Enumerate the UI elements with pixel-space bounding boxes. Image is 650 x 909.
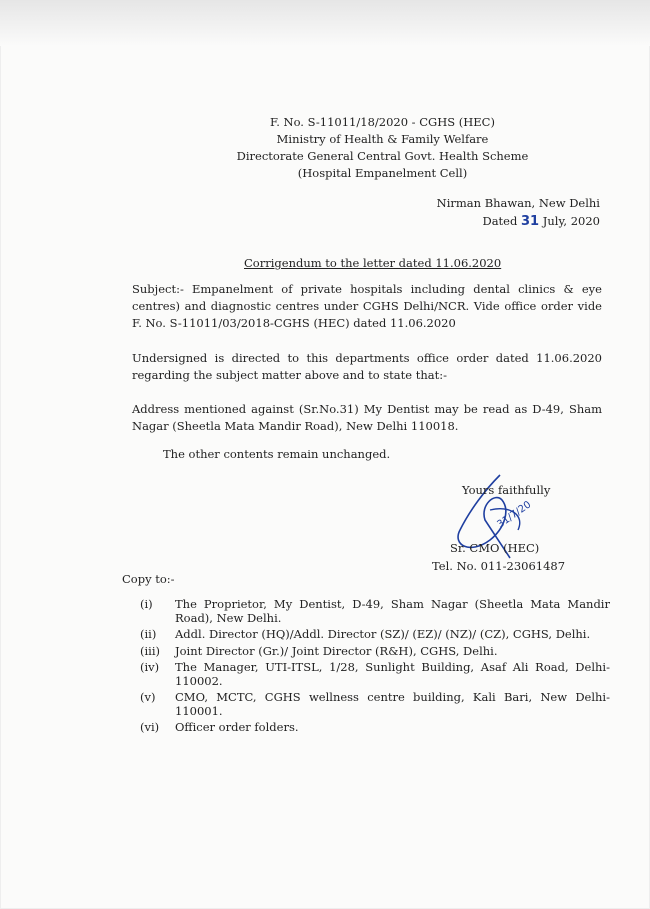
list-item xyxy=(140,721,610,735)
signature-block xyxy=(432,477,607,577)
list-item xyxy=(140,661,610,688)
list-item xyxy=(140,598,610,625)
item-number: (iii) xyxy=(140,643,161,658)
file-number: F. No. S-11011/18/2020 - CGHS (HEC) xyxy=(270,115,495,129)
telephone: Tel. No. 011-23061487 xyxy=(432,559,566,573)
dateline xyxy=(380,194,600,231)
place: Nirman Bhawan, New Delhi xyxy=(436,196,600,210)
month-year: July, 2020 xyxy=(542,214,600,228)
dated-prefix: Dated xyxy=(482,214,518,228)
item-text: Officer order folders. xyxy=(175,720,299,734)
list-item xyxy=(140,645,610,659)
item-text: The Manager, UTI-ITSL, 1/28, Sunlight Building, Asaf Ali Road, Delhi-110002. xyxy=(175,660,610,688)
designation: Sr. CMO (HEC) xyxy=(450,541,540,555)
closing: Yours faithfully xyxy=(462,483,551,497)
subject-paragraph: Subject:- Empanelment of private hospitals including dental clinics & eye centres) and diagnostic centres under CGHS Delhi/NCR. Vide office order vide F. No. S-11011/03/2018-CGHS (HEC) dated 11.06.2020 xyxy=(132,282,602,330)
date-line xyxy=(380,212,600,231)
directed-paragraph: Undersigned is directed to this departments office order dated 11.06.2020 regarding the subject matter above and to state that:- xyxy=(132,351,602,382)
copy-to-list xyxy=(140,598,610,738)
other-contents-paragraph: The other contents remain unchanged. xyxy=(163,447,391,461)
item-text: The Proprietor, My Dentist, D-49, Sham Nagar (Sheetla Mata Mandir Road), New Delhi. xyxy=(175,597,610,625)
item-text: CMO, MCTC, CGHS wellness centre building, Kali Bari, New Delhi-110001. xyxy=(175,690,610,718)
item-number: (ii) xyxy=(140,627,157,641)
signature-date: 31/7/20 xyxy=(495,499,534,531)
address-paragraph: Address mentioned against (Sr.No.31) My Dentist may be read as D-49, Sham Nagar (Sheetla Mata Mandir Road), New Delhi 110018. xyxy=(132,402,602,433)
scan-shadow xyxy=(0,0,650,46)
corrigendum-title: Corrigendum to the letter dated 11.06.2020 xyxy=(244,256,502,270)
item-text: Addl. Director (HQ)/Addl. Director (SZ)/ (EZ)/ (NZ)/ (CZ), CGHS, Delhi. xyxy=(175,627,591,641)
letter-header xyxy=(0,114,650,182)
directorate-name: Directorate General Central Govt. Health Scheme xyxy=(236,149,529,163)
item-number: (v) xyxy=(140,690,156,704)
handwritten-day: 31 xyxy=(521,214,540,229)
item-number: (iv) xyxy=(140,660,160,674)
item-text: Joint Director (Gr.)/ Joint Director (R&H), CGHS, Delhi. xyxy=(175,643,498,658)
list-item xyxy=(140,628,610,642)
item-number: (i) xyxy=(140,597,153,611)
cell-name: (Hospital Empanelment Cell) xyxy=(297,166,468,180)
list-item xyxy=(140,691,610,718)
item-number: (vi) xyxy=(140,720,160,734)
copy-to-label: Copy to:- xyxy=(122,572,175,586)
ministry-name: Ministry of Health & Family Welfare xyxy=(276,132,489,146)
